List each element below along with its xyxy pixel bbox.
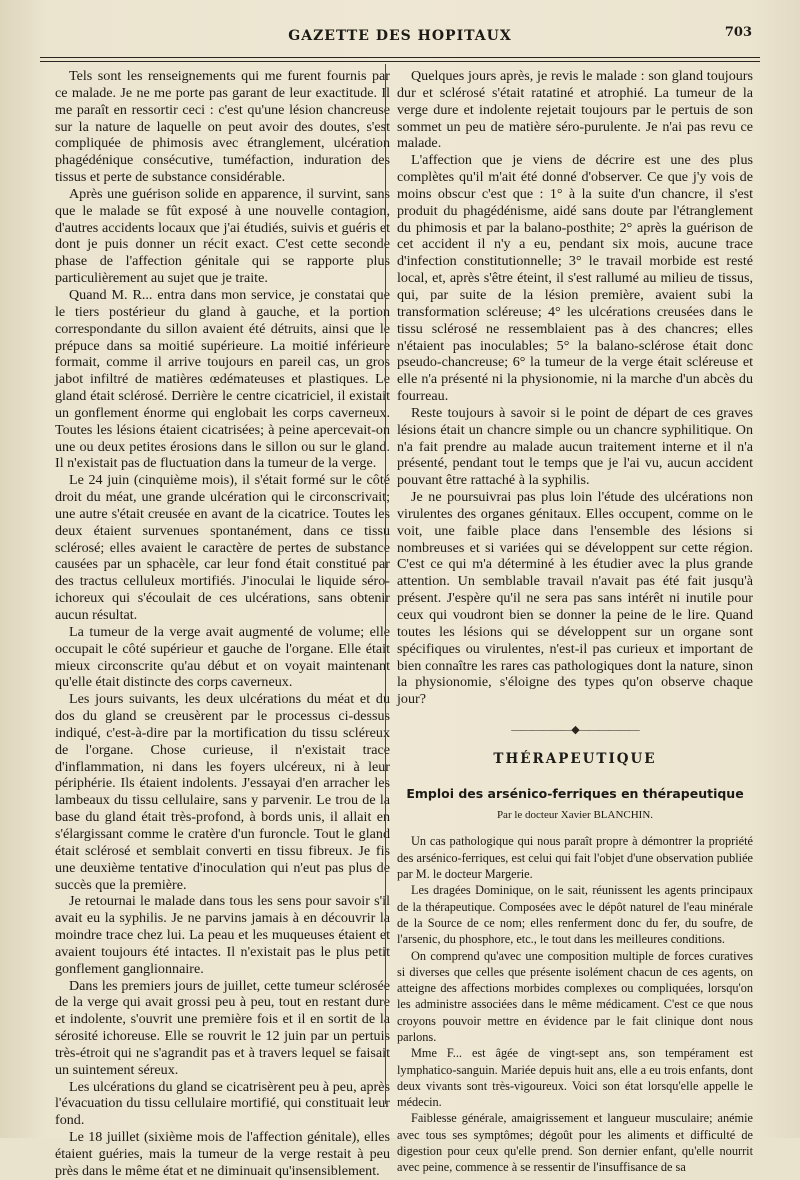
section-title: THÉRAPEUTIQUE — [493, 750, 657, 767]
section-ornament: ——————◆—————— — [511, 724, 639, 737]
header-rule — [40, 57, 760, 58]
article-title: Emploi des arsénico-ferriques en thérapeutique — [406, 785, 744, 801]
paragraph: Les dragées Dominique, on le sait, réunissent les agents principaux de la thérapeutique. Composées avec le dépôt naturel de l'eau minérale de la Source de ce nom; elles renferment donc du fer, du soufre, de l'arsenic, du phosphore, etc., le tout dans les meilleures conditions. — [397, 883, 753, 947]
header-rule-thin — [40, 61, 760, 62]
article-body — [397, 833, 753, 1175]
paragraph: On comprend qu'avec une composition multiple de forces curatives si diverses que celles que présente isolément chacun de ces agents, on atteigne des affections morbides complexes ou compliquées, lorsqu'on les administre associées dans le même médicament. C'est ce que nous croyons pouvoir mettre en évidence par le fait clinique dont nous parlons. — [397, 948, 753, 1044]
column-divider — [385, 64, 386, 1104]
right-column — [397, 68, 753, 1176]
article-byline: Par le docteur Xavier BLANCHIN. — [496, 808, 654, 821]
paragraph: Après une guérison solide en apparence, il survint, sans que le malade se fût exposé à une nouvelle contagion, d'autres accidents locaux que j'ai étudiés, suivis et guéris et dont je puis donner un récit exact. C'est cette seconde phase de l'affection génitale qui se rapporte plus particulièrement au sujet que je traite. — [55, 185, 390, 287]
running-title: GAZETTE DES HOPITAUX — [288, 28, 512, 44]
paragraph: Dans les premiers jours de juillet, cette tumeur sclérosée de la verge qui avait grossi peu à peu, tout en restant dure et indolente, s'ouvrit une première fois et il en sortit de la sérosité ichoreuse. Elle se rouvrit le 12 juin par un pertuis très-étroit qui ne s'agrandit pas et à travers lequel se faisait un suintement séreux. — [55, 977, 390, 1078]
paragraph: Quand M. R... entra dans mon service, je constatai que le tiers postérieur du gland à gauche, et la portion correspondante du sillon avaient été détruits, ainsi que le prépuce dans sa moitié supérieure. La moitié inférieure formait, comme il arrive toujours en pareil cas, un gros jabot infiltré de matières œdémateuses et plastiques. Le gland était sclérosé. Derrière le centre cicatriciel, il existait un gonflement énorme qui englobait les corps caverneux. Toutes les lésions étaient cicatrisées; à peine apercevait-on une ou deux petites érosions dans le sillon ou sur le gland. Il n'existait pas de fluctuation dans la tumeur de la verge. — [55, 286, 390, 472]
paragraph: Je retournai le malade dans tous les sens pour savoir s'il avait eu la syphilis. Je ne parvins jamais à en découvrir la moindre trace chez lui. La peau et les muqueuses étaient et avaient toujours été intactes. Il n'existait pas le plus petit gonflement ganglionnaire. — [55, 893, 390, 977]
left-column — [55, 68, 390, 1180]
paragraph: Quelques jours après, je revis le malade : son gland toujours dur et sclérosé s'était ratatiné et atrophié. La tumeur de la verge dure et indolente rejetait toujours par le pertuis de son sommet un peu de matière séro-purulente. Je n'ai pas revu ce malade. — [397, 68, 753, 152]
paragraph: Tels sont les renseignements qui me furent fournis par ce malade. Je ne me porte pas garant de leur exactitude. Il me paraît en ressortir ceci : c'est qu'une lésion chancreuse sur la nature de laquelle on peut avoir des doutes, s'est compliquée de phimosis avec étranglement, ulcération phagédénique consécutive, tuméfaction, induration des tissus et perte de substance considérable. — [55, 68, 390, 186]
paragraph: Un cas pathologique qui nous paraît propre à démontrer la propriété des arsénico-ferriques, est celui qui fait l'objet d'une observation publiée par M. le docteur Margerie. — [397, 834, 753, 882]
paragraph: Les jours suivants, les deux ulcérations du méat et du dos du gland se creusèrent par le processus ci-dessus indiqué, c'est-à-dire par la mortification du tissu scléreux de l'organe. Chose curieuse, il n'existait trace d'inflammation, ni dans les foyers ulcéreux, ni à leur périphérie. Ils étaient indolents. J'essayai d'en arracher les lambeaux du tissu cellulaire, sans y parvenir. Le trou de la base du gland était très-profond, à bords unis, il allait en s'élargissant comme le cratère d'un furoncle. Tout le gland était sclérosé et semblait converti en tissu fibreux. Je fis une deuxième tentative d'inoculation qui n'eut pas plus de succès que la première. — [55, 691, 390, 893]
paragraph: Les ulcérations du gland se cicatrisèrent peu à peu, après l'évacuation du tissu cellulaire mortifié, qui constituait leur fond. — [55, 1078, 390, 1129]
paragraph: Je ne poursuivrai pas plus loin l'étude des ulcérations non virulentes des organes génitaux. Elles occupent, comme on le voit, une faible place dans l'ensemble des lésions si nombreuses et si variées qui se développent sur cette région. C'est ce qui m'a déterminé à les étudier avec la plus grande attention. Un semblable travail n'avait pas été fait jusqu'à présent. J'espère qu'il ne sera pas sans intérêt ni inutile pour ceux qui voudront bien se donner la peine de le lire. Quand toutes les lésions qui se développent sur un organe sont spécifiques ou virulentes, n'est-il pas curieux et important de bien connaître les rares cas pathologiques dont la nature, sinon la physionomie, s'éloigne des types qu'on observe chaque jour? — [397, 489, 753, 708]
paragraph: Reste toujours à savoir si le point de départ de ces graves lésions était un chancre simple ou un chancre syphilitique. On n'a fait prendre au malade aucun traitement interne et il n'a présenté, pendant tout le temps que je l'ai vu, aucun accident pouvant être rattaché à la syphilis. — [397, 404, 753, 489]
paragraph: La tumeur de la verge avait augmenté de volume; elle occupait le côté supérieur et gauche de l'organe. Elle était mieux circonscrite qu'au début et on voyait maintenant qu'elle était distincte des corps caverneux. — [55, 623, 390, 691]
paragraph: Le 18 juillet (sixième mois de l'affection génitale), elles étaient guéries, mais la tumeur de la verge restait à peu près dans le même état et ne diminuait qu'insensiblement. — [55, 1129, 390, 1179]
page-header — [40, 22, 760, 56]
page-number: 703 — [724, 25, 752, 40]
paragraph: Faiblesse générale, amaigrissement et langueur musculaire; anémie avec tous ses symptômes; dégoût pour les aliments et difficulté de digestion pour ceux qu'elle prend. Son dernier enfant, qu'elle nourrit avec peine, commence à se ressentir de l'insuffisance de sa — [397, 1111, 753, 1175]
paragraph: L'affection que je viens de décrire est une des plus complètes qu'il m'ait été donné d'observer. Ce que j'y vois de moins obscur c'est que : 1° à la suite d'un chancre, il s'est produit du phagédénisme, aidé sans doute par l'étranglement du phimosis et par la balano-posthite; 2° après la guérison de cet accident il n'y a eu, pendant six mois, aucune trace d'infection constitutionnelle; 3° le travail morbide est resté local, et, après s'être éteint, il s'est rallumé au milieu de tissus, qui, par suite de la lésion première, avaient subi la transformation scléreuse; 4° les ulcérations creusées dans le tissu sclérosé ne ressemblaient pas à des chancres; elles n'étaient pas inoculables; 5° la balano-sclérose était donc pseudo-chancreuse; 6° la tumeur de la verge était scléreuse et elle n'a présenté ni la physionomie, ni la marche d'un abcès du fourreau. — [397, 152, 753, 405]
paragraph: Mme F... est âgée de vingt-sept ans, son tempérament est lymphatico-sanguin. Mariée depuis huit ans, elle a eu trois enfants, dont deux vivants sont très-vigoureux. Voici son état lorsqu'elle appelle le médecin. — [397, 1046, 753, 1110]
paragraph: Le 24 juin (cinquième mois), il s'était formé sur le côté droit du méat, une grande ulcération qui le circonscrivait; une autre s'était creusée en avant de la cicatrice. Toutes les deux étaient survenues spontanément, dans ce tissu sclérosé; elles avaient le caractère de pertes de substance causées par un sphacèle, car leur fond était constitué par des tractus celluleux mortifiés. J'inoculai le liquide séro-ichoreux qui s'écoulait de ces ulcérations, sans obtenir aucun résultat. — [55, 472, 390, 623]
